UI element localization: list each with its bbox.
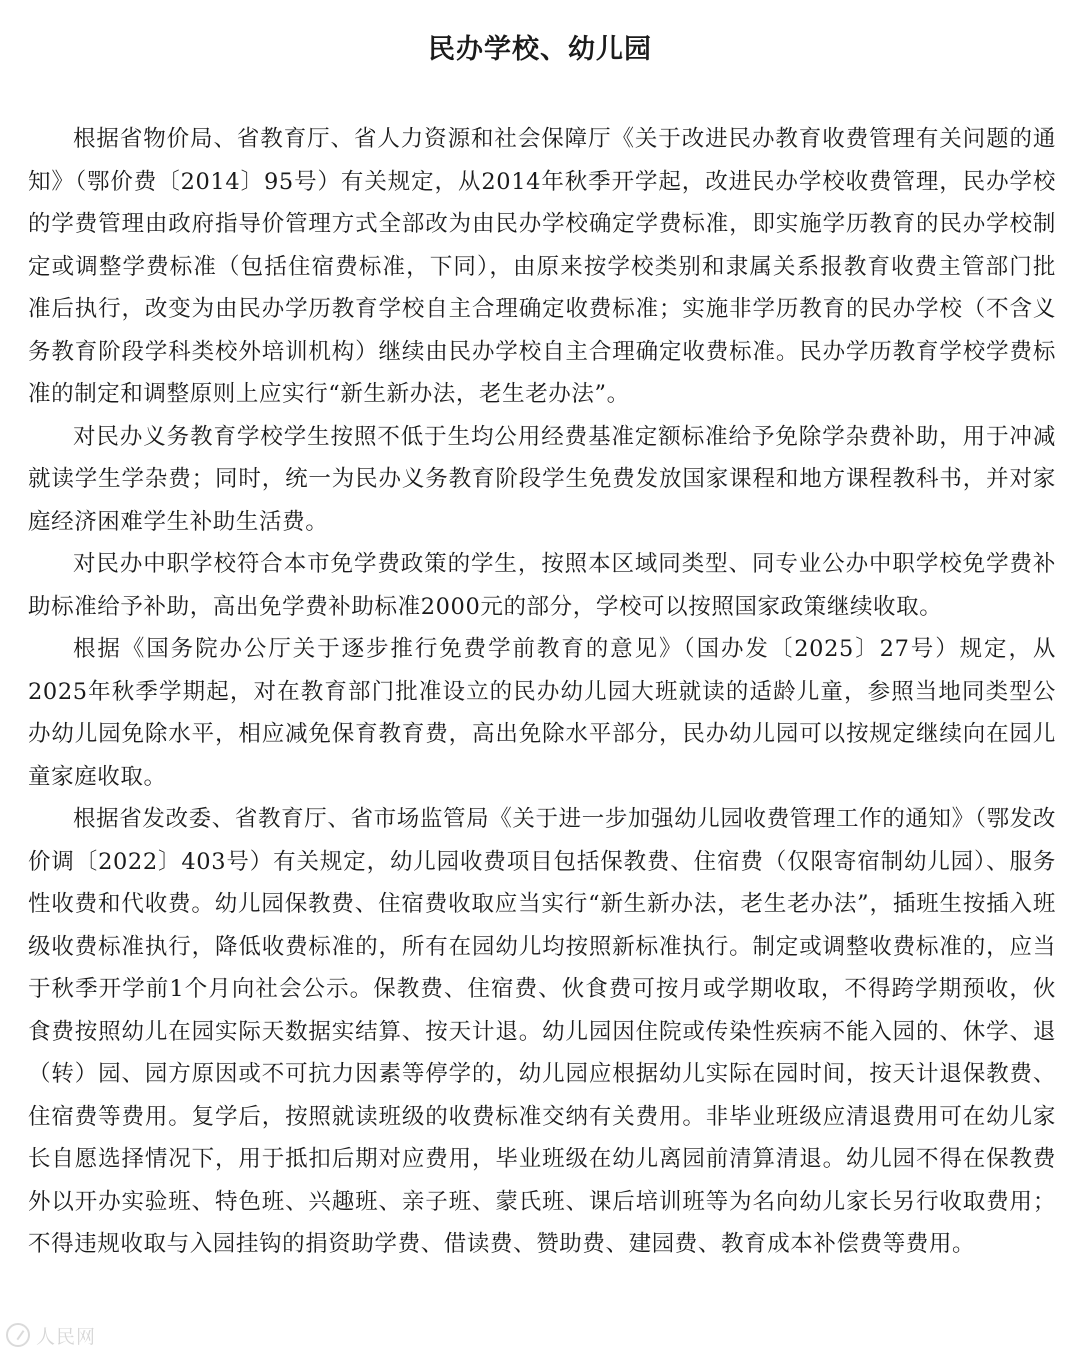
paragraph-free-preschool: 根据《国务院办公厅关于逐步推行免费学前教育的意见》（国办发〔2025〕27号）规定，从2025年秋季学期起，对在教育部门批准设立的民办幼儿园大班就读的适龄儿童，参照当地同类型公办幼儿园免除水平，相应减免保育教育费，高出免除水平部分，民办幼儿园可以按规定继续向在园儿童家庭收取。 xyxy=(28,636,1056,790)
paragraph-vocational-school-subsidy: 对民办中职学校符合本市免学费政策的学生，按照本区域同类型、同专业公办中职学校免学费补助标准给予补助，高出免学费补助标准2000元的部分，学校可以按照国家政策继续收取。 xyxy=(28,551,1056,620)
paragraph-tuition-management: 根据省物价局、省教育厅、省人力资源和社会保障厅《关于改进民办教育收费管理有关问题的通知》（鄂价费〔2014〕95号）有关规定，从2014年秋季开学起，改进民办学校收费管理，民办学校的学费管理由政府指导价管理方式全部改为由民办学校确定学费标准，即实施学历教育的民办学校制定或调整学费标准（包括住宿费标准，下同），由原来按学校类别和隶属关系报教育收费主管部门批准后执行，改变为由民办学历教育学校自主合理确定收费标准；实施非学历教育的民办学校（不含义务教育阶段学科类校外培训机构）继续由民办学校自主合理确定收费标准。民办学历教育学校学费标准的制定和调整原则上应实行“新生新办法，老生老办法”。 xyxy=(28,126,1056,407)
watermark-text: 人民网 xyxy=(36,1325,97,1348)
document-title: 民办学校、幼儿园 xyxy=(428,34,652,65)
document-body xyxy=(28,118,1056,1266)
paragraph-kindergarten-fees: 根据省发改委、省教育厅、省市场监管局《关于进一步加强幼儿园收费管理工作的通知》（鄂发改价调〔2022〕403号）有关规定，幼儿园收费项目包括保教费、住宿费（仅限寄宿制幼儿园）、服务性收费和代收费。幼儿园保教费、住宿费收取应当实行“新生新办法，老生老办法”，插班生按插入班级收费标准执行，降低收费标准的，所有在园幼儿均按照新标准执行。制定或调整收费标准的，应当于秋季开学前1个月向社会公示。保教费、住宿费、伙食费可按月或学期收取，不得跨学期预收，伙食费按照幼儿在园实际天数据实结算、按天计退。幼儿园因住院或传染性疾病不能入园的、休学、退（转）园、园方原因或不可抗力因素等停学的，幼儿园应根据幼儿实际在园时间，按天计退保教费、住宿费等费用。复学后，按照就读班级的收费标准交纳有关费用。非毕业班级应清退费用可在幼儿家长自愿选择情况下，用于抵扣后期对应费用，毕业班级在幼儿离园前清算清退。幼儿园不得在保教费外以开办实验班、特色班、兴趣班、亲子班、蒙氏班、课后培训班等为名向幼儿家长另行收取费用；不得违规收取与入园挂钩的捐资助学费、借读费、赞助费、建园费、教育成本补偿费等费用。 xyxy=(28,806,1056,1257)
watermark xyxy=(6,1320,96,1350)
paragraph-compulsory-education-subsidy: 对民办义务教育学校学生按照不低于生均公用经费基准定额标准给予免除学杂费补助，用于冲减就读学生学杂费；同时，统一为民办义务教育阶段学生免费发放国家课程和地方课程教科书，并对家庭经济困难学生补助生活费。 xyxy=(28,423,1056,535)
logo-icon xyxy=(6,1323,30,1347)
